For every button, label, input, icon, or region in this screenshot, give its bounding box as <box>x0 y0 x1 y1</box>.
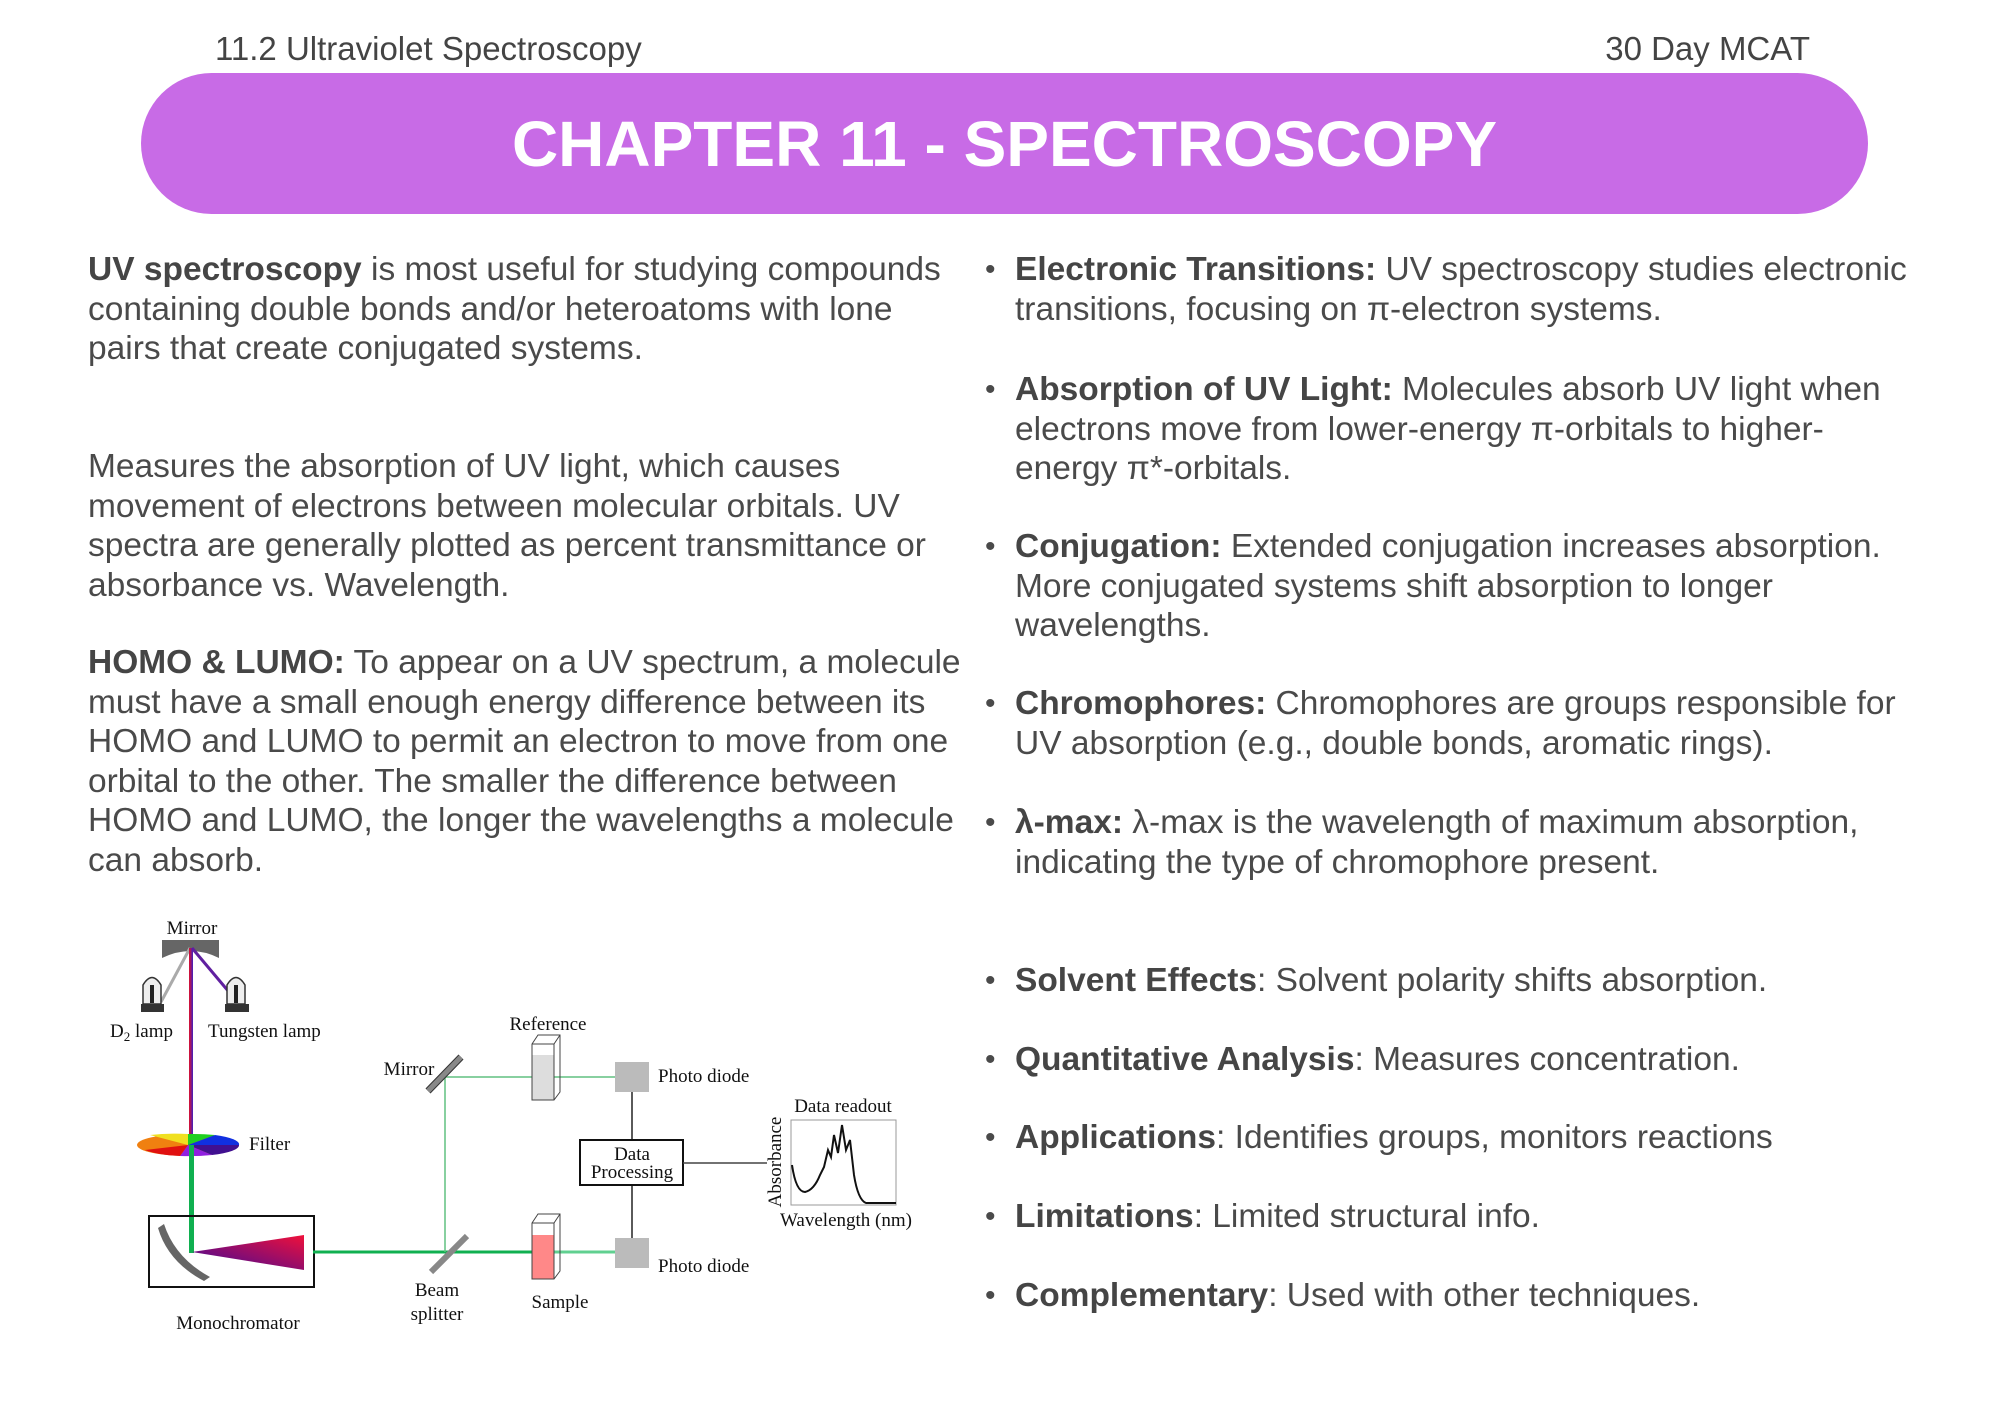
item-bold: Solvent Effects <box>1015 962 1258 999</box>
filter-label: Filter <box>249 1134 291 1155</box>
item-text: : Solvent polarity shifts absorption. <box>1257 962 1768 999</box>
light-beam <box>189 948 193 1144</box>
item-text: Molecules absorb UV light when electrons move from lower-energy π-orbitals to higher-energy π*-orbitals. <box>1015 371 1881 487</box>
monochromator-label: Monochromator <box>176 1313 300 1334</box>
absorbance-spectrum-line <box>792 1125 896 1203</box>
item-bold: Chromophores: <box>1015 685 1267 722</box>
item-text: UV spectroscopy studies electronic transitions, focusing on π-electron systems. <box>1015 251 1907 328</box>
para-text: Measures the absorption of UV light, which causes movement of electrons between molecular orbitals. UV spectra are generally plotted as percent transmittance or absorbance vs. Wavelength. <box>88 448 926 604</box>
item-text: Chromophores are groups responsible for UV absorption (e.g., double bonds, aromatic rings). <box>1015 685 1896 762</box>
photo-diode-bottom-label: Photo diode <box>658 1256 750 1277</box>
item-bold: Conjugation: <box>1015 528 1222 565</box>
wavelength-axis-label: Wavelength (nm) <box>780 1210 912 1231</box>
top-mirror-label: Mirror <box>166 918 218 939</box>
bullet-icon: • <box>985 964 996 997</box>
bullet-icon: • <box>985 1279 996 1312</box>
right-mirror-label: Mirror <box>383 1059 435 1080</box>
item-bold: Quantitative Analysis <box>1015 1041 1355 1078</box>
item-text: : Measures concentration. <box>1354 1041 1740 1078</box>
data-readout-label: Data readout <box>794 1096 892 1117</box>
sample-cuvette-icon <box>532 1214 560 1279</box>
section-header: 11.2 Ultraviolet Spectroscopy <box>215 30 642 67</box>
item-bold: Limitations <box>1015 1198 1194 1235</box>
reference-label: Reference <box>509 1014 587 1035</box>
item-bold: Applications <box>1015 1119 1217 1156</box>
photo-diode-top-icon <box>615 1062 649 1092</box>
bullet-icon: • <box>985 1121 996 1154</box>
absorbance-axis-label: Absorbance <box>765 1116 786 1208</box>
tungsten-lamp-icon <box>225 978 249 1013</box>
bullet-icon: • <box>985 530 996 563</box>
bullet-icon: • <box>985 806 996 839</box>
item-text: : Identifies groups, monitors reactions <box>1216 1119 1773 1156</box>
item-text: : Limited structural info. <box>1193 1198 1540 1235</box>
para-bold: HOMO & LUMO: <box>88 644 345 681</box>
bullet-icon: • <box>985 687 996 720</box>
tungsten-lamp-label: Tungsten lamp <box>208 1021 321 1042</box>
data-label: Data <box>614 1144 650 1165</box>
para-text: To appear on a UV spectrum, a molecule must have a small enough energy difference between its HOMO and LUMO to permit an electron to move from one orbital to the other. The smaller the difference between HOMO and LUMO, the longer the wavelengths a molecule can absorb. <box>88 644 961 879</box>
para-bold: UV spectroscopy <box>88 251 362 288</box>
item-text: Extended conjugation increases absorption. More conjugated systems shift absorption to longer wavelengths. <box>1015 528 1881 644</box>
para-text: is most useful for studying compounds containing double bonds and/or heteroatoms with lone pairs that create conjugated systems. <box>88 251 941 367</box>
d2-lamp-icon <box>141 978 164 1013</box>
item-text: λ-max is the wavelength of maximum absorption, indicating the type of chromophore present. <box>1015 804 1859 881</box>
d2-lamp-label: $D_2$ lamp <box>110 1021 173 1044</box>
item-bold: Absorption of UV Light: <box>1015 371 1393 408</box>
dispersed-spectrum <box>192 1235 304 1270</box>
bullet-icon: • <box>985 373 996 406</box>
item-text: : Used with other techniques. <box>1268 1277 1701 1314</box>
sample-label: Sample <box>531 1292 589 1313</box>
beam-label: Beam <box>414 1280 460 1301</box>
item-bold: Electronic Transitions: <box>1015 251 1377 288</box>
chapter-title: CHAPTER 11 - SPECTROSCOPY <box>511 107 1498 180</box>
item-bold: λ-max: <box>1015 804 1123 841</box>
item-bold: Complementary <box>1015 1277 1269 1314</box>
photo-diode-bottom-icon <box>615 1238 649 1268</box>
brand-header: 30 Day MCAT <box>1605 30 1810 67</box>
reference-cuvette-icon <box>532 1035 560 1100</box>
beam-splitter-icon <box>431 1236 467 1272</box>
photo-diode-top-label: Photo diode <box>658 1066 750 1087</box>
splitter-label: splitter <box>410 1304 464 1325</box>
bullet-icon: • <box>985 1200 996 1233</box>
bullet-icon: • <box>985 253 996 286</box>
bullet-icon: • <box>985 1043 996 1076</box>
processing-label: Processing <box>590 1162 674 1183</box>
filter-wheel-icon <box>137 1134 239 1157</box>
